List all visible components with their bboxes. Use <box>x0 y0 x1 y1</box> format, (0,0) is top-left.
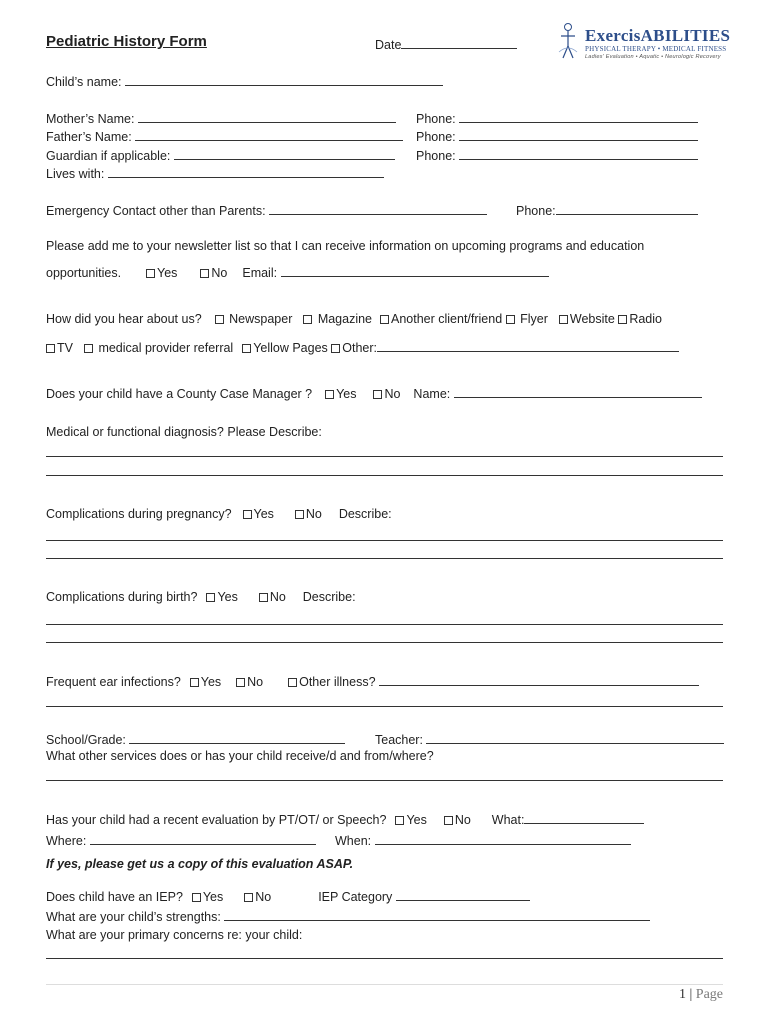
logo-subline: Ladies' Evaluation • Aquatic • Neurologic Recovery <box>585 54 721 60</box>
birth-line-1[interactable] <box>46 624 723 625</box>
other-illness-line[interactable] <box>379 673 699 686</box>
father-name-label: Father’s Name: <box>46 130 132 144</box>
case-manager-row <box>46 385 702 402</box>
evaluation-row <box>46 811 644 828</box>
concerns-line[interactable] <box>46 958 723 959</box>
child-name-line[interactable] <box>125 73 443 86</box>
checkbox-icon <box>200 269 209 278</box>
checkbox-icon <box>295 510 304 519</box>
pregnancy-line-1[interactable] <box>46 540 723 541</box>
birth-yes-checkbox[interactable]: Yes <box>206 590 237 604</box>
checkbox-icon <box>84 344 93 353</box>
services-label: What other services does or has your child receive/d and from/where? <box>46 749 434 763</box>
lives-with-line[interactable] <box>108 165 384 178</box>
guardian-label: Guardian if applicable: <box>46 149 171 163</box>
teacher-label: Teacher: <box>375 733 423 747</box>
lives-with-label: Lives with: <box>46 167 105 181</box>
checkbox-icon <box>192 893 201 902</box>
page-title: Pediatric History Form <box>46 33 207 50</box>
logo-name: ExercisABILITIES <box>585 26 731 45</box>
referral-option-other[interactable]: Other: <box>331 341 377 355</box>
checkbox-icon <box>206 593 215 602</box>
emergency-phone-field[interactable] <box>516 202 698 219</box>
referral-option-flyer[interactable]: Flyer <box>506 312 548 326</box>
date-label: Date <box>375 38 402 52</box>
ear-infections-line[interactable] <box>46 706 723 707</box>
emergency-contact-label: Emergency Contact other than Parents: <box>46 204 266 218</box>
evaluation-what-label: What: <box>491 813 525 827</box>
iep-yes-checkbox[interactable]: Yes <box>192 890 223 904</box>
referral-option-radio[interactable]: Radio <box>618 312 662 326</box>
case-manager-no-checkbox[interactable]: No <box>373 387 400 401</box>
evaluation-question: Has your child had a recent evaluation by PT/OT/ or Speech? <box>46 813 387 827</box>
referral-option-website[interactable]: Website <box>559 312 615 326</box>
referral-option-yellow-pages[interactable]: Yellow Pages <box>242 341 328 355</box>
iep-category-label: IEP Category <box>318 890 393 904</box>
teacher-field[interactable] <box>375 731 724 748</box>
checkbox-icon <box>244 893 253 902</box>
checkbox-icon <box>146 269 155 278</box>
newsletter-options <box>46 264 549 281</box>
figure-logo-icon <box>555 22 581 62</box>
diagnosis-label: Medical or functional diagnosis? Please Describe: <box>46 425 322 439</box>
lives-with-field[interactable] <box>46 165 384 182</box>
page-separator: | <box>689 987 693 1002</box>
mother-name-line[interactable] <box>138 110 396 123</box>
birth-line-2[interactable] <box>46 642 723 643</box>
checkbox-icon <box>618 315 627 324</box>
strengths-field[interactable] <box>46 908 650 925</box>
strengths-label: What are your child’s strengths: <box>46 910 221 924</box>
checkbox-icon <box>380 315 389 324</box>
date-line[interactable] <box>401 36 517 49</box>
ear-infections-label: Frequent ear infections? <box>46 675 181 689</box>
guardian-phone-field[interactable] <box>416 147 698 164</box>
birth-describe-label: Describe: <box>302 590 356 604</box>
iep-category-line[interactable] <box>396 888 530 901</box>
newsletter-no-checkbox[interactable]: No <box>200 266 227 280</box>
evaluation-where-field[interactable] <box>46 832 316 849</box>
guardian-phone-line[interactable] <box>459 147 698 160</box>
page-number: 1 <box>678 987 686 1002</box>
evaluation-when-field[interactable] <box>335 832 631 849</box>
diagnosis-line-1[interactable] <box>46 456 723 457</box>
pregnancy-line-2[interactable] <box>46 558 723 559</box>
company-logo <box>555 22 735 64</box>
case-manager-yes-checkbox[interactable]: Yes <box>325 387 356 401</box>
evaluation-where-label: Where: <box>46 834 87 848</box>
iep-no-checkbox[interactable]: No <box>244 890 271 904</box>
checkbox-icon <box>559 315 568 324</box>
birth-row <box>46 589 356 605</box>
iep-row <box>46 888 530 905</box>
father-phone-field[interactable] <box>416 128 698 145</box>
page-label: Page <box>695 987 723 1002</box>
phone-label: Phone: <box>416 130 456 144</box>
referral-other-line[interactable] <box>377 339 679 352</box>
phone-label: Phone: <box>416 149 456 163</box>
phone-label: Phone: <box>416 112 456 126</box>
checkbox-icon <box>395 816 404 825</box>
checkbox-icon <box>190 678 199 687</box>
father-name-line[interactable] <box>135 128 403 141</box>
emergency-phone-label: Phone: <box>516 204 556 218</box>
school-grade-label: School/Grade: <box>46 733 126 747</box>
birth-no-checkbox[interactable]: No <box>259 590 286 604</box>
teacher-line[interactable] <box>426 731 724 744</box>
referral-option-tv[interactable]: TV <box>46 341 73 355</box>
emergency-contact-field[interactable] <box>46 202 487 219</box>
evaluation-yes-checkbox[interactable]: Yes <box>395 813 426 827</box>
school-grade-line[interactable] <box>129 731 345 744</box>
child-name-label: Child’s name: <box>46 75 122 89</box>
services-line[interactable] <box>46 780 723 781</box>
evaluation-when-line[interactable] <box>375 832 631 845</box>
checkbox-icon <box>506 315 515 324</box>
iep-question: Does child have an IEP? <box>46 890 183 904</box>
pregnancy-yes-checkbox[interactable]: Yes <box>243 507 274 521</box>
case-manager-name-line[interactable] <box>454 385 702 398</box>
emergency-phone-line[interactable] <box>556 202 698 215</box>
referral-row-1 <box>46 311 662 327</box>
mother-name-field[interactable] <box>46 110 396 127</box>
page-footer <box>679 987 723 1003</box>
guardian-line[interactable] <box>174 147 395 160</box>
checkbox-icon <box>373 390 382 399</box>
child-name-field[interactable] <box>46 73 443 90</box>
evaluation-where-line[interactable] <box>90 832 316 845</box>
guardian-field[interactable] <box>46 147 395 164</box>
evaluation-when-label: When: <box>335 834 372 848</box>
strengths-line[interactable] <box>224 908 650 921</box>
pregnancy-row <box>46 506 392 522</box>
checkbox-icon <box>242 344 251 353</box>
father-phone-line[interactable] <box>459 128 698 141</box>
date-field[interactable] <box>375 36 517 53</box>
other-illness-checkbox[interactable]: Other illness? <box>288 675 375 689</box>
ear-yes-checkbox[interactable]: Yes <box>190 675 221 689</box>
checkbox-icon <box>303 315 312 324</box>
pregnancy-describe-label: Describe: <box>338 507 392 521</box>
evaluation-note: If yes, please get us a copy of this evaluation ASAP. <box>46 857 354 871</box>
checkbox-icon <box>331 344 340 353</box>
email-line[interactable] <box>281 264 549 277</box>
checkbox-icon <box>215 315 224 324</box>
emergency-contact-line[interactable] <box>269 202 487 215</box>
mother-phone-line[interactable] <box>459 110 698 123</box>
evaluation-no-checkbox[interactable]: No <box>444 813 471 827</box>
checkbox-icon <box>243 510 252 519</box>
email-label: Email: <box>242 266 278 280</box>
checkbox-icon <box>46 344 55 353</box>
referral-option-magazine[interactable]: Magazine <box>303 312 372 326</box>
ear-infections-row <box>46 673 699 690</box>
diagnosis-line-2[interactable] <box>46 475 723 476</box>
ear-no-checkbox[interactable]: No <box>236 675 263 689</box>
birth-label: Complications during birth? <box>46 590 198 604</box>
newsletter-text: Please add me to your newsletter list so that I can receive information on upcoming programs and education <box>46 239 645 253</box>
mother-phone-field[interactable] <box>416 110 698 127</box>
mother-name-label: Mother’s Name: <box>46 112 135 126</box>
school-grade-field[interactable] <box>46 731 345 748</box>
checkbox-icon <box>259 593 268 602</box>
referral-option-provider[interactable]: medical provider referral <box>84 341 233 355</box>
pregnancy-label: Complications during pregnancy? <box>46 507 232 521</box>
pregnancy-no-checkbox[interactable]: No <box>295 507 322 521</box>
referral-row-2 <box>46 339 679 356</box>
checkbox-icon <box>236 678 245 687</box>
case-manager-name-label: Name: <box>413 387 451 401</box>
checkbox-icon <box>444 816 453 825</box>
evaluation-what-line[interactable] <box>524 811 644 824</box>
case-manager-question: Does your child have a County Case Manager ? <box>46 387 313 401</box>
opportunities-text: opportunities. <box>46 266 122 280</box>
logo-tagline: PHYSICAL THERAPY • MEDICAL FITNESS <box>585 45 727 53</box>
referral-question: How did you hear about us? <box>46 312 202 326</box>
newsletter-yes-checkbox[interactable]: Yes <box>146 266 177 280</box>
referral-option-friend[interactable]: Another client/friend <box>380 312 502 326</box>
father-name-field[interactable] <box>46 128 403 145</box>
referral-option-newspaper[interactable]: Newspaper <box>215 312 293 326</box>
footer-divider <box>46 984 723 985</box>
checkbox-icon <box>288 678 297 687</box>
concerns-label: What are your primary concerns re: your child: <box>46 928 303 942</box>
checkbox-icon <box>325 390 334 399</box>
